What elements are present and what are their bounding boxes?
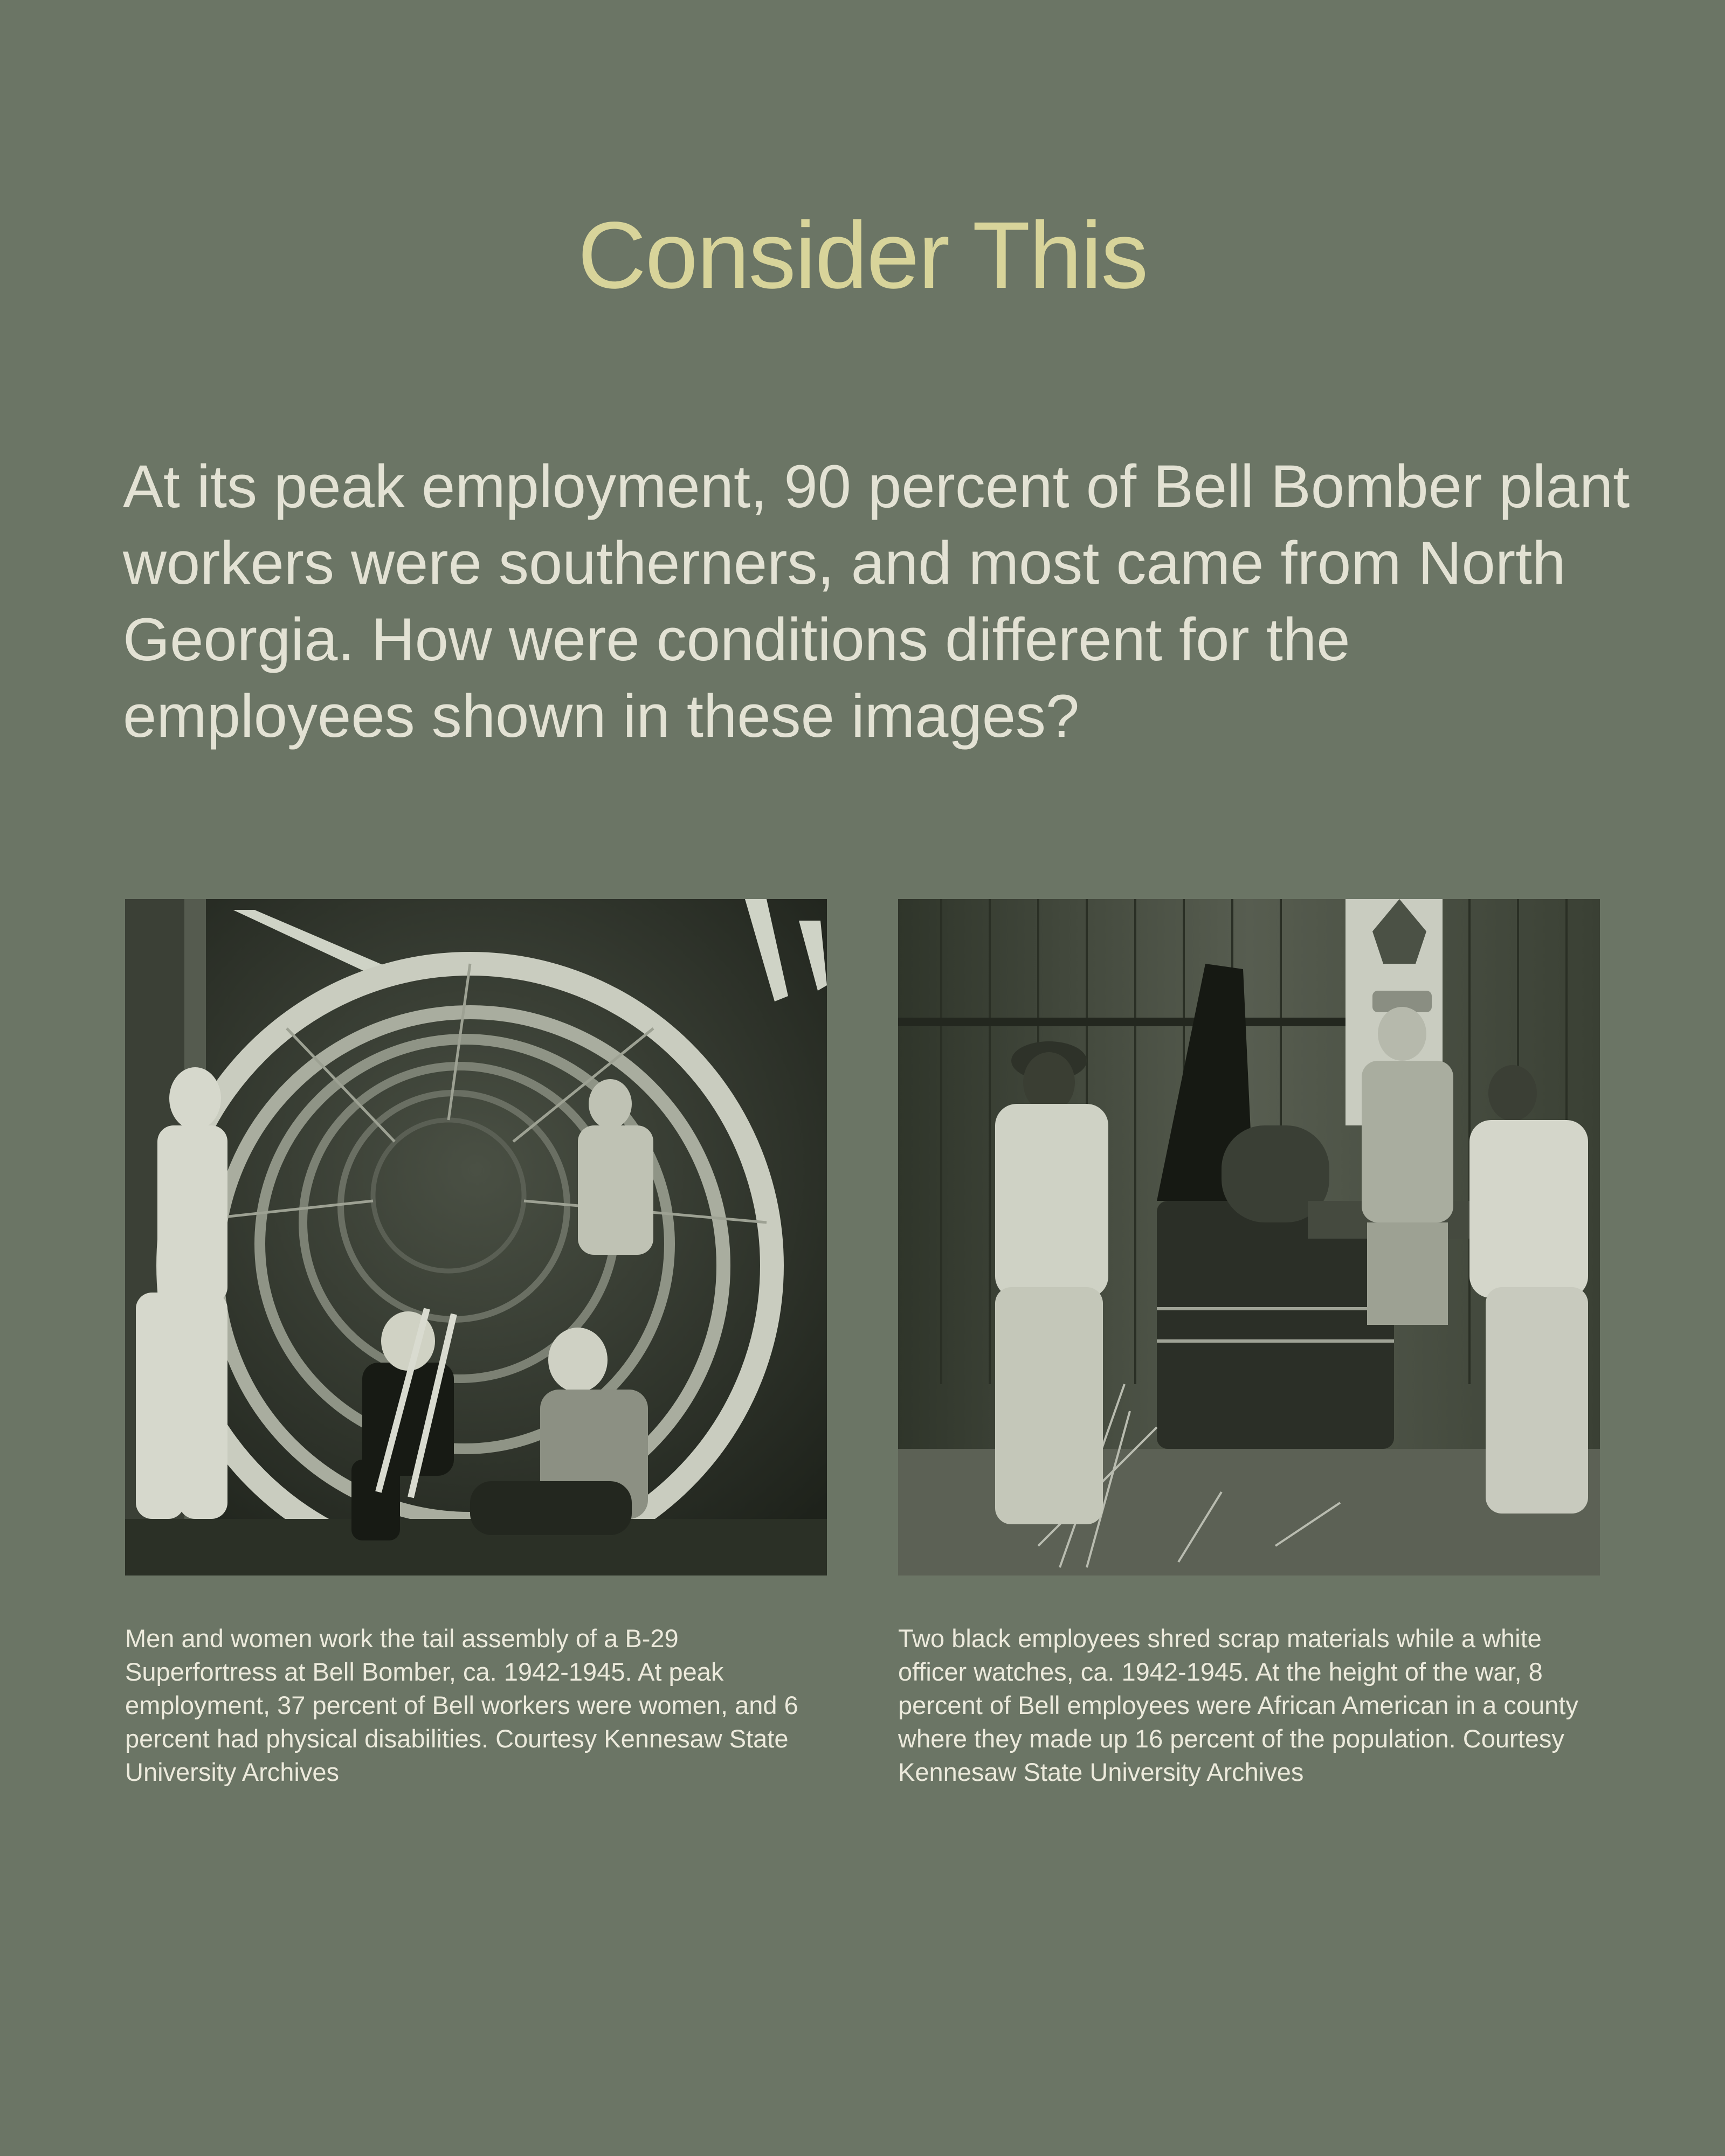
photo-tail-assembly	[125, 899, 827, 1575]
question-text: At its peak employment, 90 percent of Bell Bomber plant workers were southerners, and most came from North Georgia. How were conditions different for the employees shown in these images?	[123, 453, 1630, 750]
caption-tail-assembly: Men and women work the tail assembly of a B-29 Superfortress at Bell Bomber, ca. 1942-1945. At peak employment, 37 percent of Bell workers were women, and 6 percent had physical disabilities. Courtesy Kennesaw State University Archives	[125, 1624, 798, 1786]
photo-scrap-shredding	[898, 899, 1600, 1575]
scrap-shredding-illustration	[898, 899, 1600, 1575]
caption-scrap-shredding: Two black employees shred scrap materials while a white officer watches, ca. 1942-1945. At the height of the war, 8 percent of Bell employees were African American in a county where they made up 16 percent of the population. Courtesy Kennesaw State University Archives	[898, 1624, 1578, 1786]
page-title: Consider This	[577, 202, 1148, 308]
tail-assembly-illustration	[125, 899, 827, 1575]
